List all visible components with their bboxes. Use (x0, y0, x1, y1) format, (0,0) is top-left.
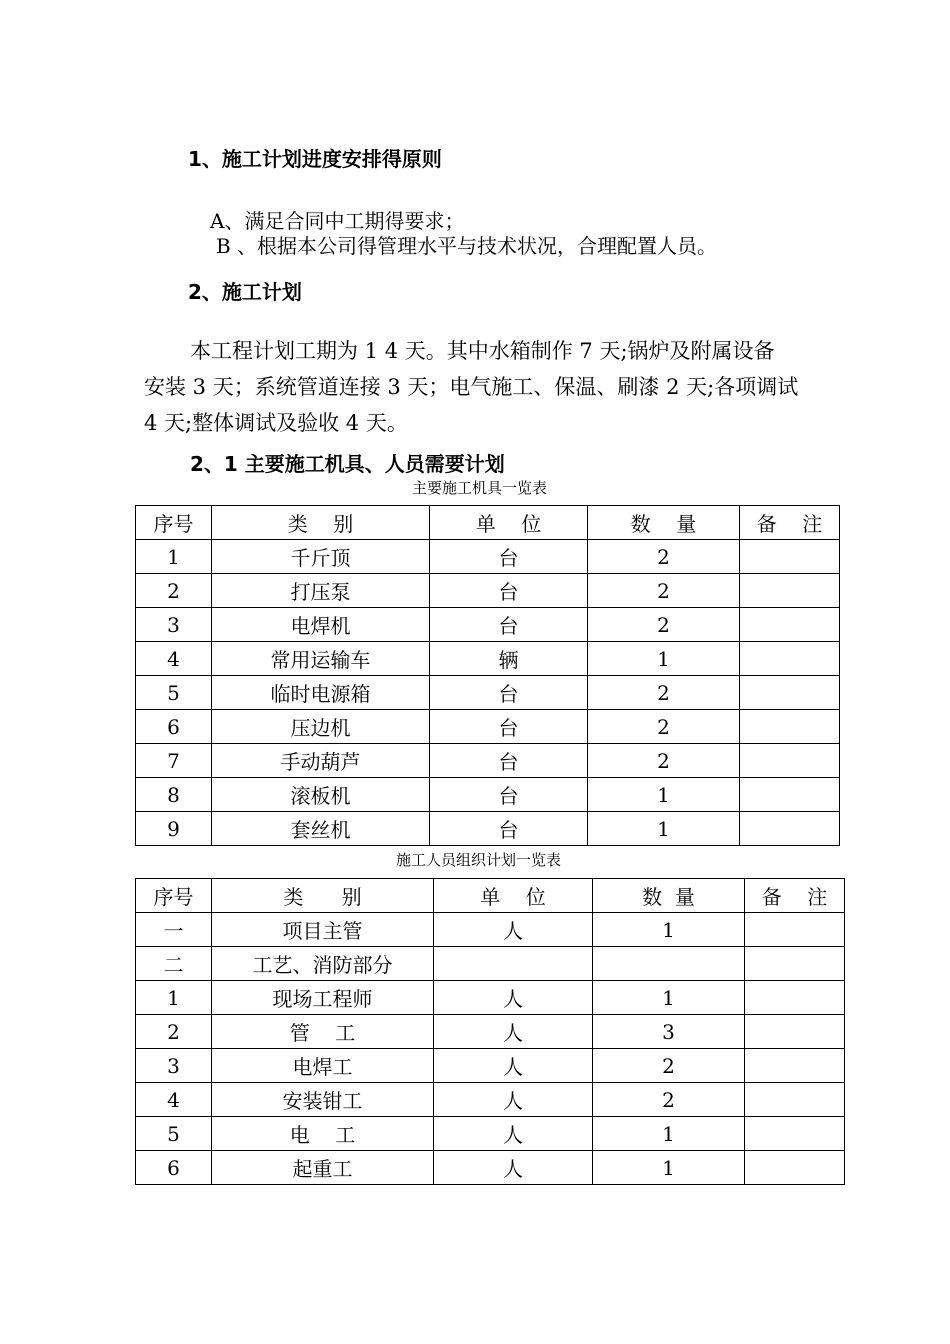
table1-cell: 9 (136, 812, 212, 846)
table2-cell: 起重工 (212, 1151, 434, 1185)
table1-cell: 临时电源箱 (212, 676, 430, 710)
table1-cell (740, 642, 840, 676)
table2-cell (745, 1015, 845, 1049)
table2-header-row (136, 879, 845, 913)
table1-cell: 手动葫芦 (212, 744, 430, 778)
table2-cell: 1 (136, 981, 212, 1015)
table-row (136, 608, 840, 642)
table2-cell: 1 (593, 981, 745, 1015)
table2-cell (745, 947, 845, 981)
table-row (136, 574, 840, 608)
table1-cell: 2 (588, 710, 740, 744)
table1-cell: 打压泵 (212, 574, 430, 608)
table1-cell: 6 (136, 710, 212, 744)
table1-cell (740, 744, 840, 778)
table1-cell: 台 (430, 744, 588, 778)
table1-cell: 台 (430, 710, 588, 744)
paragraph-line-3: 4 天;整体调试及验收 4 天。 (144, 411, 408, 435)
table2-header-cell: 单 位 (434, 879, 593, 913)
table2-caption: 施工人员组织计划一览表 (396, 851, 562, 869)
table2-cell: 安装钳工 (212, 1083, 434, 1117)
table2-cell: 4 (136, 1083, 212, 1117)
table2-cell (745, 1117, 845, 1151)
table1-cell: 台 (430, 574, 588, 608)
table1-header-cell: 备 注 (740, 506, 840, 540)
table1-cell: 辆 (430, 642, 588, 676)
table2-cell (745, 1151, 845, 1185)
table2-cell (745, 1049, 845, 1083)
section-heading-3: 2、1 主要施工机具、人员需要计划 (190, 452, 505, 476)
table1-cell: 常用运输车 (212, 642, 430, 676)
item-a: A、满足合同中工期得要求； (210, 209, 465, 233)
table1-cell (740, 812, 840, 846)
table1-cell: 千斤顶 (212, 540, 430, 574)
paragraph-line-2: 安装 3 天；系统管道连接 3 天；电气施工、保温、刷漆 2 天;各项调试 (144, 375, 799, 399)
table2-cell: 1 (593, 913, 745, 947)
table1-header-cell: 数 量 (588, 506, 740, 540)
table-row (136, 1083, 845, 1117)
table-row (136, 1049, 845, 1083)
table1-cell: 5 (136, 676, 212, 710)
table1-cell: 台 (430, 778, 588, 812)
table1-cell: 2 (588, 540, 740, 574)
table2-cell: 2 (593, 1083, 745, 1117)
table-row (136, 778, 840, 812)
table1-cell: 8 (136, 778, 212, 812)
table1-cell: 1 (588, 778, 740, 812)
table1-cell: 台 (430, 608, 588, 642)
table-row (136, 676, 840, 710)
table1-cell: 电焊机 (212, 608, 430, 642)
table2-cell: 人 (434, 913, 593, 947)
table2-header-cell: 类 别 (212, 879, 434, 913)
table2-cell: 一 (136, 913, 212, 947)
table1-cell: 压边机 (212, 710, 430, 744)
table2-cell: 1 (593, 1151, 745, 1185)
table2-cell (434, 947, 593, 981)
table1-cell: 4 (136, 642, 212, 676)
table2-cell (745, 913, 845, 947)
table2-header-cell: 数 量 (593, 879, 745, 913)
table-row (136, 1151, 845, 1185)
table1-cell: 2 (588, 676, 740, 710)
table2-cell: 现场工程师 (212, 981, 434, 1015)
personnel-table (135, 878, 845, 1185)
table-row (136, 1117, 845, 1151)
table2-cell (745, 981, 845, 1015)
table2-cell: 2 (593, 1049, 745, 1083)
table2-cell: 3 (593, 1015, 745, 1049)
table2-cell: 电 工 (212, 1117, 434, 1151)
table2-cell: 1 (593, 1117, 745, 1151)
table1-cell: 套丝机 (212, 812, 430, 846)
table1-cell (740, 710, 840, 744)
table2-cell: 6 (136, 1151, 212, 1185)
table2-cell: 人 (434, 1083, 593, 1117)
table2-cell: 工艺、消防部分 (212, 947, 434, 981)
table2-cell: 2 (136, 1015, 212, 1049)
table2-header-cell: 备 注 (745, 879, 845, 913)
table1-cell: 2 (588, 744, 740, 778)
table1-cell: 2 (588, 608, 740, 642)
table1-header-cell: 单 位 (430, 506, 588, 540)
table-row (136, 947, 845, 981)
section-heading-2: 2、施工计划 (188, 280, 302, 304)
table2-cell: 3 (136, 1049, 212, 1083)
table2-cell: 电焊工 (212, 1049, 434, 1083)
table1-cell (740, 778, 840, 812)
table2-cell: 人 (434, 1015, 593, 1049)
table2-cell (745, 1083, 845, 1117)
table1-cell: 台 (430, 540, 588, 574)
table2-cell (593, 947, 745, 981)
table1-cell: 台 (430, 676, 588, 710)
table1-cell: 7 (136, 744, 212, 778)
table1-header-row (136, 506, 840, 540)
table-row (136, 744, 840, 778)
table1-cell: 2 (588, 574, 740, 608)
table2-cell: 人 (434, 1049, 593, 1083)
table2-cell: 人 (434, 981, 593, 1015)
table1-cell (740, 608, 840, 642)
table2-cell: 5 (136, 1117, 212, 1151)
table-row (136, 981, 845, 1015)
table2-header-cell: 序号 (136, 879, 212, 913)
table1-header-cell: 序号 (136, 506, 212, 540)
table-row (136, 1015, 845, 1049)
table2-cell: 管 工 (212, 1015, 434, 1049)
table1-caption: 主要施工机具一览表 (412, 479, 548, 497)
table1-cell: 滚板机 (212, 778, 430, 812)
table1-cell (740, 676, 840, 710)
table2-cell: 人 (434, 1151, 593, 1185)
table1-cell: 1 (136, 540, 212, 574)
table-row (136, 642, 840, 676)
table2-cell: 项目主管 (212, 913, 434, 947)
paragraph-line-1: 本工程计划工期为 1 4 天。其中水箱制作 7 天;锅炉及附属设备 (190, 339, 775, 363)
equipment-table (135, 505, 840, 846)
table-row (136, 913, 845, 947)
table1-cell: 1 (588, 642, 740, 676)
table1-cell: 3 (136, 608, 212, 642)
table2-cell: 人 (434, 1117, 593, 1151)
table1-cell: 台 (430, 812, 588, 846)
table1-cell (740, 574, 840, 608)
table1-header-cell: 类 别 (212, 506, 430, 540)
table1-cell (740, 540, 840, 574)
table-row (136, 710, 840, 744)
section-heading-1: 1、施工计划进度安排得原则 (188, 147, 442, 171)
table2-cell: 二 (136, 947, 212, 981)
table-row (136, 540, 840, 574)
table1-cell: 2 (136, 574, 212, 608)
table-row (136, 812, 840, 846)
table1-cell: 1 (588, 812, 740, 846)
item-b: B 、根据本公司得管理水平与技术状况，合理配置人员。 (216, 234, 718, 258)
